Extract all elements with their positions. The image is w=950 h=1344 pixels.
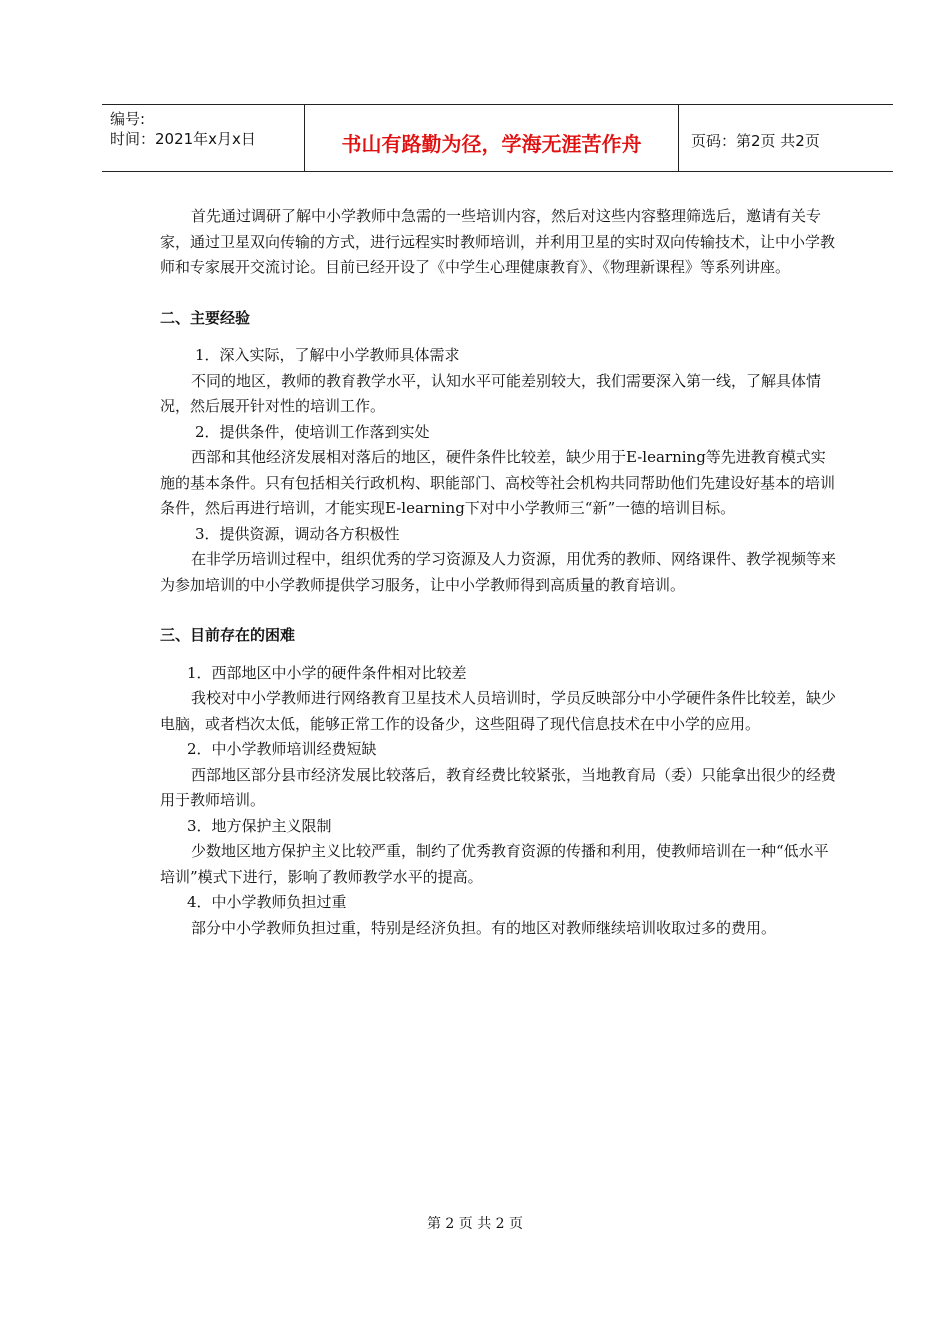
section2-heading: 二、主要经验 bbox=[160, 308, 251, 327]
section3-item2-body: 西部地区部分县市经济发展比较落后，教育经费比较紧张，当地教育局（委）只能拿出很少的经费用于教师培训。 bbox=[160, 765, 837, 809]
section3-item1-title: 1．西部地区中小学的硬件条件相对比较差 bbox=[187, 663, 467, 682]
header-meta bbox=[102, 105, 305, 171]
section3-item2-title: 2．中小学教师培训经费短缺 bbox=[187, 740, 377, 758]
intro-paragraph: 首先通过调研了解中小学教师中急需的一些培训内容，然后对这些内容整理筛选后，邀请有关专家，通过卫星双向传输的方式，进行远程实时教师培训，并利用卫星的实时双向传输技术，让中小学教师和专家展开交流讨论。目前已经开设了《中学生心理健康教育》、《物理新课程》等系列讲座。 bbox=[160, 207, 836, 276]
section2-item3-body: 在非学历培训过程中，组织优秀的学习资源及人力资源，用优秀的教师、网络课件、教学视频等来为参加培训的中小学教师提供学习服务，让中小学教师得到高质量的教育培训。 bbox=[160, 550, 837, 594]
section2-item2-title: 2．提供条件，使培训工作落到实处 bbox=[195, 422, 430, 441]
section3-item4-title: 4．中小学教师负担过重 bbox=[187, 893, 347, 911]
header-page-info: 页码：第2页 共2页 bbox=[691, 131, 820, 150]
section3-item3-body: 少数地区地方保护主义比较严重，制约了优秀教育资源的传播和利用，使教师培训在一种“低水平培训”模式下进行，影响了教师教学水平的提高。 bbox=[160, 842, 829, 886]
section3-heading: 三、目前存在的困难 bbox=[160, 626, 296, 644]
time-label: 时间：2021年x月x日 bbox=[110, 130, 256, 148]
section3-item4-body: 部分中小学教师负担过重，特别是经济负担。有的地区对教师继续培训收取过多的费用。 bbox=[191, 918, 777, 937]
section2-item1-title: 1．深入实际，了解中小学教师具体需求 bbox=[195, 346, 460, 364]
number-label: 编号: bbox=[110, 110, 146, 128]
section3-item1-body: 我校对中小学教师进行网络教育卫星技术人员培训时，学员反映部分中小学硬件条件比较差，缺少电脑，或者档次太低，能够正常工作的设备少，这些阻碍了现代信息技术在中小学的应用。 bbox=[160, 689, 837, 733]
document-body bbox=[160, 204, 840, 941]
section2-item2-body: 西部和其他经济发展相对落后的地区，硬件条件比较差，缺少用于E-learning等先进教育模式实施的基本条件。只有包括相关行政机构、职能部门、高校等社会机构共同帮助他们先建设好基本的培训条件，然后再进行培训，才能实现E-learning下对中小学教师三“新”一德的培训目标。 bbox=[160, 448, 836, 517]
section3-item3-title: 3．地方保护主义限制 bbox=[187, 816, 332, 835]
section2-item1-body: 不同的地区，教师的教育教学水平，认知水平可能差别较大，我们需要深入第一线，了解具体情况，然后展开针对性的培训工作。 bbox=[160, 371, 822, 415]
document-header bbox=[102, 104, 893, 172]
section2-item3-title: 3．提供资源，调动各方积极性 bbox=[195, 524, 400, 543]
page-footer: 第 2 页 共 2 页 bbox=[426, 1216, 524, 1232]
header-motto: 书山有路勤为径，学海无涯苦作舟 bbox=[305, 105, 679, 171]
